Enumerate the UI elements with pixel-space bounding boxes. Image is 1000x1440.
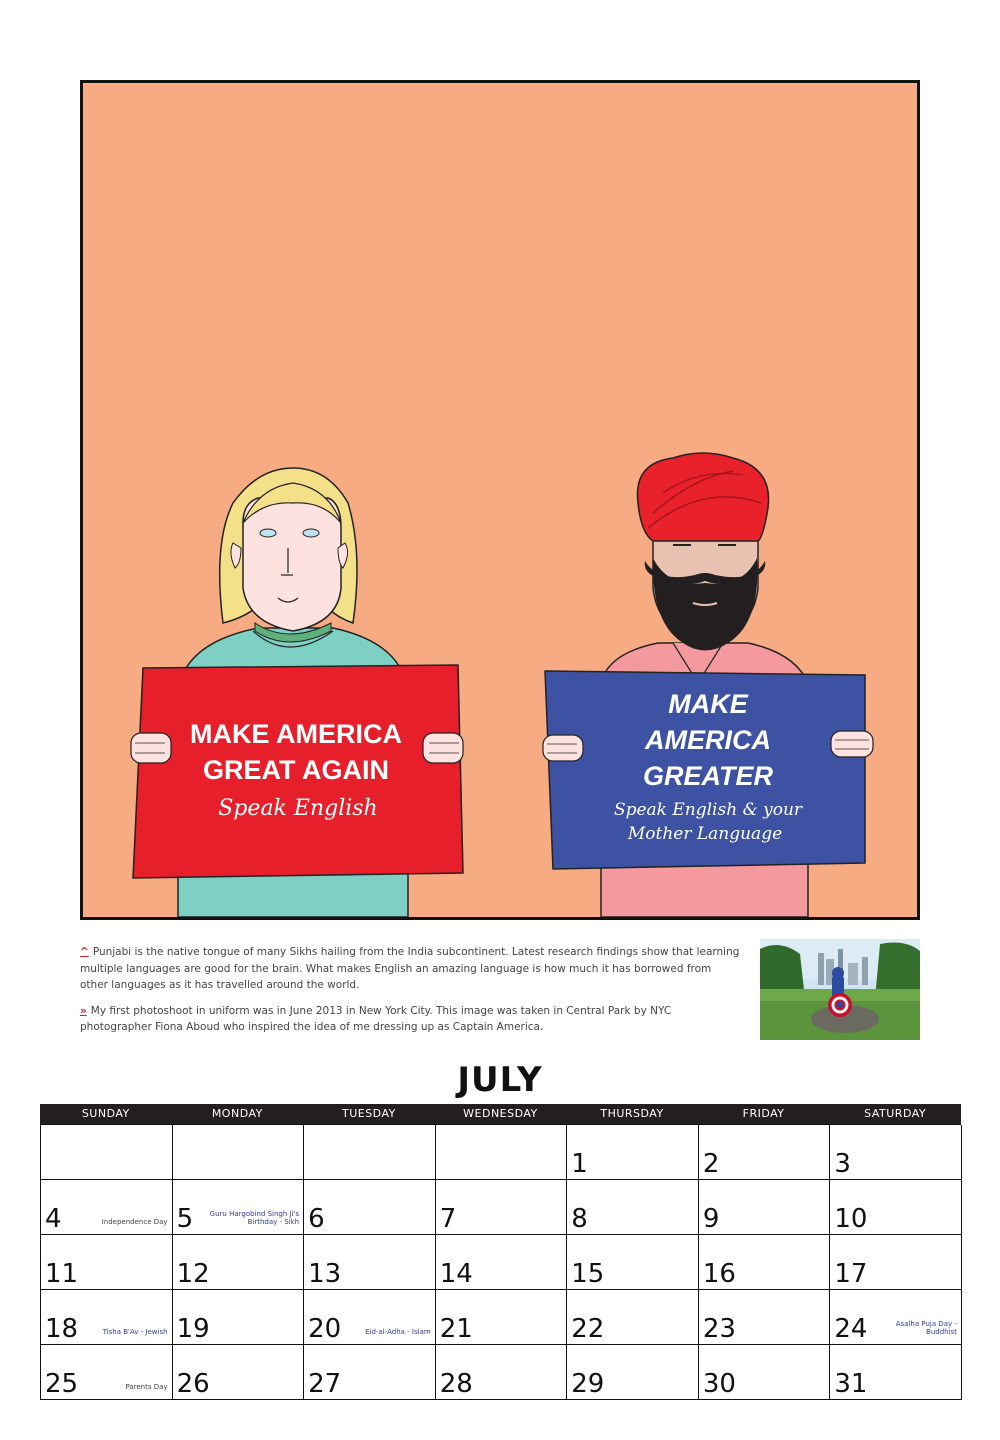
weekday-thursday: THURSDAY <box>600 1107 664 1120</box>
holiday-label: Eid-al-Adha - Islam <box>365 1328 431 1336</box>
note-text: Punjabi is the native tongue of many Sikhs hailing from the India subcontinent. Latest research findings show that learning multiple languages are good for the brain. What makes English an amazing language is how much it has borrowed from other languages as it has travelled around the world. <box>80 946 740 991</box>
day-number: 9 <box>702 1204 720 1234</box>
day-cell <box>436 1290 568 1345</box>
right-sign <box>543 671 873 869</box>
day-number: 16 <box>702 1259 736 1289</box>
day-cell <box>173 1290 305 1345</box>
day-cell <box>304 1180 436 1235</box>
day-number: 2 <box>702 1149 720 1179</box>
day-cell <box>567 1290 699 1345</box>
day-number: 25 <box>45 1369 79 1399</box>
left-sign-script: Speak English <box>218 796 378 821</box>
caret-mark: ^ <box>80 946 89 958</box>
day-number: 27 <box>308 1369 342 1399</box>
day-cell <box>41 1290 173 1345</box>
day-cell <box>830 1180 962 1235</box>
calendar-grid <box>40 1124 961 1400</box>
day-number: 13 <box>308 1259 342 1289</box>
left-sign-line1: MAKE AMERICA <box>190 719 402 749</box>
central-park-photo <box>760 939 920 1040</box>
day-number: 15 <box>571 1259 605 1289</box>
day-cell <box>567 1180 699 1235</box>
holiday-label: Tisha B'Av - Jewish <box>102 1328 168 1336</box>
right-sign-line3: GREATER <box>642 761 774 791</box>
holiday-label: Asalha Puja Day - Buddhist <box>895 1320 957 1336</box>
day-number: 11 <box>45 1259 79 1289</box>
day-number: 7 <box>439 1204 457 1234</box>
day-number: 26 <box>176 1369 210 1399</box>
day-cell <box>830 1290 962 1345</box>
illustration-svg <box>83 83 917 917</box>
weekday-sunday: SUNDAY <box>81 1107 130 1120</box>
weekday-tuesday: TUESDAY <box>341 1107 396 1120</box>
day-number: 31 <box>834 1369 868 1399</box>
day-number: 10 <box>834 1204 868 1234</box>
day-number: 6 <box>308 1204 325 1234</box>
left-hand-left <box>131 733 171 763</box>
note-photoshoot <box>80 1003 742 1036</box>
day-cell <box>304 1235 436 1290</box>
calendar <box>40 1104 961 1400</box>
day-cell <box>436 1345 568 1400</box>
day-number: 23 <box>702 1314 736 1344</box>
day-number: 18 <box>45 1314 79 1344</box>
day-cell <box>699 1290 831 1345</box>
day-cell <box>567 1125 699 1180</box>
holiday-label: Guru Hargobind Singh Ji's Birthday - Sikh <box>209 1210 300 1226</box>
month-title: JULY <box>457 1060 543 1100</box>
day-cell <box>567 1345 699 1400</box>
day-number: 30 <box>702 1369 736 1399</box>
left-sign-line2: GREAT AGAIN <box>203 755 389 785</box>
day-cell <box>41 1345 173 1400</box>
day-cell <box>41 1180 173 1235</box>
weekday-monday: MONDAY <box>211 1107 263 1120</box>
day-cell <box>699 1180 831 1235</box>
day-number: 5 <box>176 1204 194 1234</box>
day-cell <box>41 1235 173 1290</box>
day-cell <box>173 1235 305 1290</box>
day-number: 20 <box>308 1314 342 1344</box>
day-cell <box>304 1290 436 1345</box>
day-number: 1 <box>571 1149 588 1179</box>
day-cell <box>304 1125 436 1180</box>
day-number: 14 <box>439 1259 473 1289</box>
day-cell <box>699 1125 831 1180</box>
day-number: 24 <box>834 1314 868 1344</box>
right-hand-left <box>543 735 583 761</box>
day-cell <box>173 1180 305 1235</box>
caption-notes <box>80 944 742 1045</box>
day-cell <box>304 1345 436 1400</box>
day-cell <box>830 1235 962 1290</box>
day-number: 4 <box>45 1204 62 1234</box>
day-number: 17 <box>834 1259 868 1289</box>
day-cell <box>699 1235 831 1290</box>
day-number: 3 <box>834 1149 851 1179</box>
right-sign-line2: AMERICA <box>645 725 771 755</box>
day-cell <box>436 1180 568 1235</box>
day-cell <box>567 1235 699 1290</box>
day-number: 28 <box>439 1369 473 1399</box>
day-cell <box>173 1345 305 1400</box>
right-hand-right <box>831 731 873 757</box>
day-number: 22 <box>571 1314 605 1344</box>
chevron-mark: » <box>80 1004 87 1017</box>
day-cell <box>699 1345 831 1400</box>
day-cell <box>436 1235 568 1290</box>
holiday-label: Parents Day <box>125 1383 168 1391</box>
left-sign <box>131 665 463 878</box>
left-hand-right <box>423 733 463 763</box>
note-text: My first photoshoot in uniform was in June 2013 in New York City. This image was taken in Central Park by NYC photographer Fiona Aboud who inspired the idea of me dressing up as Captain America. <box>80 1004 672 1033</box>
right-sign-line1: MAKE <box>668 689 748 719</box>
day-cell <box>436 1125 568 1180</box>
right-sign-script2: Mother Language <box>627 824 783 844</box>
day-cell <box>830 1125 962 1180</box>
day-cell <box>41 1125 173 1180</box>
weekday-saturday: SATURDAY <box>864 1107 927 1120</box>
day-cell <box>830 1345 962 1400</box>
holiday-label: Independence Day <box>101 1218 168 1226</box>
day-cell <box>173 1125 305 1180</box>
weekday-wednesday: WEDNESDAY <box>463 1107 538 1120</box>
day-number: 21 <box>439 1314 473 1344</box>
illustration <box>80 80 920 920</box>
weekday-friday: FRIDAY <box>742 1107 785 1120</box>
weekday-header <box>40 1104 961 1124</box>
right-sign-script1: Speak English & your <box>613 800 803 820</box>
day-number: 29 <box>571 1369 605 1399</box>
note-punjabi <box>80 944 742 994</box>
day-number: 12 <box>176 1259 210 1289</box>
day-number: 19 <box>176 1314 210 1344</box>
day-number: 8 <box>571 1204 588 1234</box>
